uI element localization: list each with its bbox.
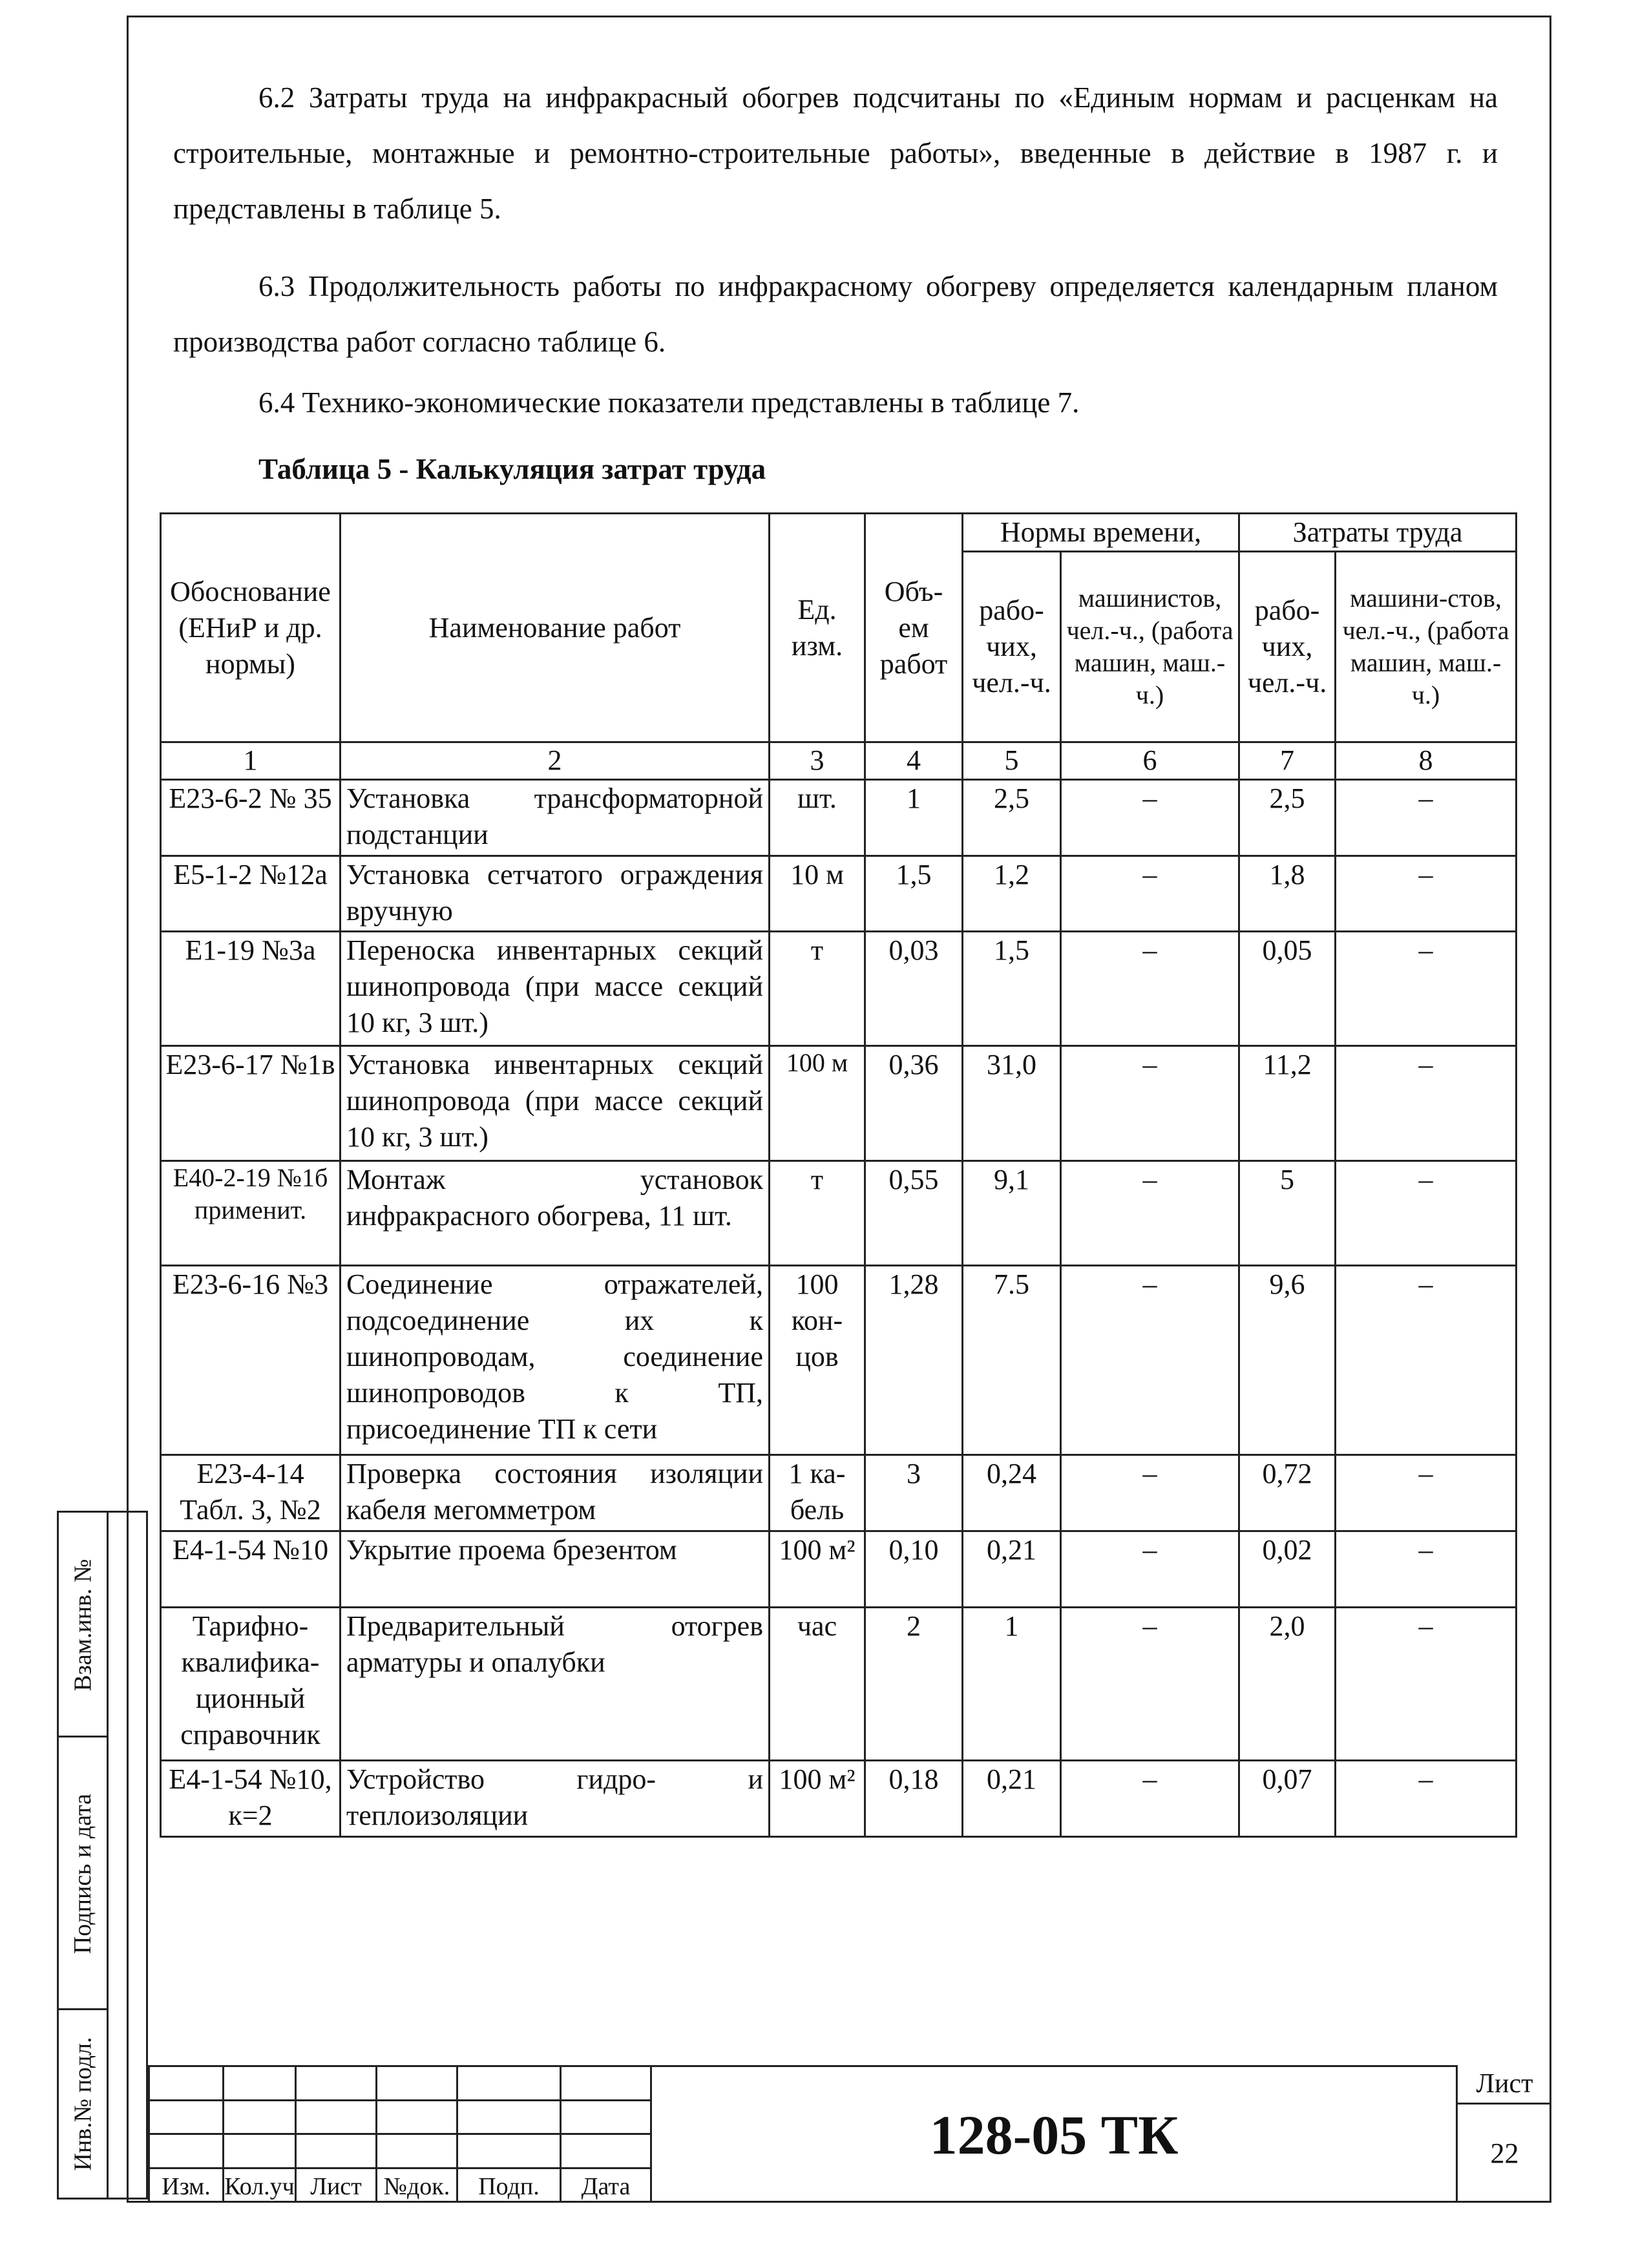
cell-cost-workers: 5 bbox=[1239, 1161, 1336, 1266]
cell-norm-machinists: – bbox=[1061, 780, 1239, 856]
cell-volume: 1,28 bbox=[865, 1266, 963, 1455]
cell-volume: 0,18 bbox=[865, 1761, 963, 1837]
table-row bbox=[161, 1455, 1517, 1531]
table-row bbox=[161, 1608, 1517, 1761]
cell-unit: час bbox=[770, 1608, 865, 1761]
cell-cost-machinists: – bbox=[1336, 1455, 1517, 1531]
cell-basis: Е23-6-16 №3 bbox=[161, 1266, 341, 1455]
cell-unit: т bbox=[770, 1161, 865, 1266]
header-time-norms: Нормы времени, bbox=[963, 514, 1239, 552]
cell-cost-machinists: – bbox=[1336, 932, 1517, 1046]
cell-cost-workers: 9,6 bbox=[1239, 1266, 1336, 1455]
tb-list: Лист bbox=[296, 2168, 377, 2202]
col-number: 3 bbox=[770, 742, 865, 780]
paragraph-6-3 bbox=[173, 258, 1498, 370]
cell-norm-workers: 2,5 bbox=[963, 780, 1061, 856]
table-row bbox=[161, 780, 1517, 856]
col-number: 2 bbox=[341, 742, 770, 780]
cell-basis: Е1-19 №3а bbox=[161, 932, 341, 1046]
cell-norm-workers: 7.5 bbox=[963, 1266, 1061, 1455]
cell-basis: Е4-1-54 №10, к=2 bbox=[161, 1761, 341, 1837]
table-row bbox=[161, 856, 1517, 932]
cell-unit: 100 м² bbox=[770, 1531, 865, 1608]
cell-norm-workers: 9,1 bbox=[963, 1161, 1061, 1266]
cell-name: Проверка состояния изоляции кабеля мегомметром bbox=[341, 1455, 770, 1531]
cell-cost-workers: 0,02 bbox=[1239, 1531, 1336, 1608]
cell-unit: 100 кон-цов bbox=[770, 1266, 865, 1455]
cell-volume: 2 bbox=[865, 1608, 963, 1761]
cell-unit: т bbox=[770, 932, 865, 1046]
tb-kol: Кол.уч bbox=[224, 2168, 296, 2202]
table-row bbox=[161, 1161, 1517, 1266]
cell-cost-machinists: – bbox=[1336, 780, 1517, 856]
cell-volume: 1,5 bbox=[865, 856, 963, 932]
cell-volume: 0,55 bbox=[865, 1161, 963, 1266]
side-label-inv: Инв.№ подл. bbox=[69, 2037, 97, 2171]
table-row bbox=[161, 1761, 1517, 1837]
cell-name: Устройство гидро- и теплоизоляции bbox=[341, 1761, 770, 1837]
side-stamp bbox=[57, 1511, 148, 2200]
cell-cost-workers: 0,05 bbox=[1239, 932, 1336, 1046]
cell-norm-machinists: – bbox=[1061, 932, 1239, 1046]
cell-norm-workers: 1,2 bbox=[963, 856, 1061, 932]
cell-cost-workers: 11,2 bbox=[1239, 1046, 1336, 1161]
cell-cost-workers: 0,07 bbox=[1239, 1761, 1336, 1837]
cell-cost-machinists: – bbox=[1336, 1761, 1517, 1837]
cell-norm-machinists: – bbox=[1061, 1608, 1239, 1761]
table-title: Таблица 5 - Калькуляция затрат труда bbox=[258, 453, 766, 485]
cell-cost-workers: 2,0 bbox=[1239, 1608, 1336, 1761]
cell-volume: 0,36 bbox=[865, 1046, 963, 1161]
col-number: 6 bbox=[1061, 742, 1239, 780]
col-number: 7 bbox=[1239, 742, 1336, 780]
cell-name: Установка инвентарных секций шинопровода (при массе секций 10 кг, 3 шт.) bbox=[341, 1046, 770, 1161]
cell-cost-machinists: – bbox=[1336, 856, 1517, 932]
labor-cost-table bbox=[160, 512, 1517, 1838]
title-block-grid bbox=[148, 2065, 652, 2203]
header-unit: Ед. изм. bbox=[770, 514, 865, 742]
sheet-number: 22 bbox=[1490, 2137, 1519, 2169]
document-code: 128-05 ТК bbox=[650, 2065, 1458, 2203]
cell-norm-workers: 1,5 bbox=[963, 932, 1061, 1046]
cell-basis: Е4-1-54 №10 bbox=[161, 1531, 341, 1608]
header-machinists-2: машини-стов, чел.-ч., (работа машин, маш.-ч.) bbox=[1336, 552, 1517, 742]
paragraph-text: 6.2 Затраты труда на инфракрасный обогрев подсчитаны по «Единым нормам и расценкам на строительные, монтажные и ремонтно-строительные работы», введенные в действие в 1987 г. и представлены в таблице 5. bbox=[173, 81, 1498, 225]
cell-norm-machinists: – bbox=[1061, 1761, 1239, 1837]
cell-norm-machinists: – bbox=[1061, 1266, 1239, 1455]
cell-norm-machinists: – bbox=[1061, 1161, 1239, 1266]
sheet-box bbox=[1458, 2065, 1551, 2203]
col-number: 8 bbox=[1336, 742, 1517, 780]
header-workers-2: рабо-чих, чел.-ч. bbox=[1239, 552, 1336, 742]
cell-unit: шт. bbox=[770, 780, 865, 856]
header-name: Наименование работ bbox=[341, 514, 770, 742]
cell-norm-machinists: – bbox=[1061, 1455, 1239, 1531]
table-row bbox=[161, 932, 1517, 1046]
cell-name: Установка сетчатого ограждения вручную bbox=[341, 856, 770, 932]
paragraph-text: 6.3 Продолжительность работы по инфракрасному обогреву определяется календарным планом производства работ согласно таблице 6. bbox=[173, 270, 1498, 358]
cell-basis: Е5-1-2 №12а bbox=[161, 856, 341, 932]
table-row bbox=[161, 1266, 1517, 1455]
cell-volume: 3 bbox=[865, 1455, 963, 1531]
table-row bbox=[161, 1531, 1517, 1608]
side-label-vzam: Взам.инв. № bbox=[69, 1559, 97, 1692]
column-numbers-row bbox=[161, 742, 1517, 780]
cell-basis: Е23-4-14 Табл. 3, №2 bbox=[161, 1455, 341, 1531]
header-volume: Объ-ем работ bbox=[865, 514, 963, 742]
paragraph-text: 6.4 Технико-экономические показатели представлены в таблице 7. bbox=[258, 386, 1080, 419]
header-workers: рабо-чих, чел.-ч. bbox=[963, 552, 1061, 742]
header-machinists: машинистов, чел.-ч., (работа машин, маш.-ч.) bbox=[1061, 552, 1239, 742]
cell-cost-workers: 1,8 bbox=[1239, 856, 1336, 932]
tb-podp: Подп. bbox=[457, 2168, 561, 2202]
sheet-label: Лист bbox=[1458, 2065, 1551, 2105]
cell-basis: Е23-6-17 №1в bbox=[161, 1046, 341, 1161]
cell-norm-machinists: – bbox=[1061, 1531, 1239, 1608]
tb-izm: Изм. bbox=[149, 2168, 224, 2202]
cell-unit: 100 м² bbox=[770, 1761, 865, 1837]
cell-volume: 0,10 bbox=[865, 1531, 963, 1608]
cell-cost-machinists: – bbox=[1336, 1531, 1517, 1608]
cell-cost-machinists: – bbox=[1336, 1266, 1517, 1455]
cell-volume: 1 bbox=[865, 780, 963, 856]
cell-name: Укрытие проема брезентом bbox=[341, 1531, 770, 1608]
cell-basis: Тарифно-квалифика-ционный справочник bbox=[161, 1608, 341, 1761]
cell-norm-workers: 0,24 bbox=[963, 1455, 1061, 1531]
cell-name: Переноска инвентарных секций шинопровода (при массе секций 10 кг, 3 шт.) bbox=[341, 932, 770, 1046]
paragraph-6-4 bbox=[173, 375, 1498, 430]
paragraph-6-2 bbox=[173, 70, 1498, 236]
cell-norm-workers: 0,21 bbox=[963, 1531, 1061, 1608]
cell-norm-machinists: – bbox=[1061, 1046, 1239, 1161]
cell-name: Монтаж установок инфракрасного обогрева, 11 шт. bbox=[341, 1161, 770, 1266]
cell-unit: 10 м bbox=[770, 856, 865, 932]
cell-unit: 100 м bbox=[770, 1046, 865, 1161]
header-basis: Обоснование (ЕНиР и др. нормы) bbox=[161, 514, 341, 742]
col-number: 5 bbox=[963, 742, 1061, 780]
cell-norm-workers: 1 bbox=[963, 1608, 1061, 1761]
cell-cost-workers: 2,5 bbox=[1239, 780, 1336, 856]
cell-name: Предварительный отогрев арматуры и опалубки bbox=[341, 1608, 770, 1761]
cell-norm-workers: 0,21 bbox=[963, 1761, 1061, 1837]
cell-cost-machinists: – bbox=[1336, 1608, 1517, 1761]
header-labor-costs: Затраты труда bbox=[1239, 514, 1517, 552]
cell-cost-workers: 0,72 bbox=[1239, 1455, 1336, 1531]
col-number: 4 bbox=[865, 742, 963, 780]
cell-unit: 1 ка-бель bbox=[770, 1455, 865, 1531]
cell-norm-machinists: – bbox=[1061, 856, 1239, 932]
table-row bbox=[161, 1046, 1517, 1161]
cell-basis: Е23-6-2 № 35 bbox=[161, 780, 341, 856]
col-number: 1 bbox=[161, 742, 341, 780]
cell-cost-machinists: – bbox=[1336, 1046, 1517, 1161]
cell-norm-workers: 31,0 bbox=[963, 1046, 1061, 1161]
cell-volume: 0,03 bbox=[865, 932, 963, 1046]
cell-basis: Е40-2-19 №1б применит. bbox=[161, 1161, 341, 1266]
side-label-podpis: Подпись и дата bbox=[69, 1793, 97, 1955]
tb-ndok: №док. bbox=[377, 2168, 457, 2202]
cell-cost-machinists: – bbox=[1336, 1161, 1517, 1266]
cell-name: Соединение отражателей, подсоединение их к шинопроводам, соединение шинопроводов к ТП, присоединение ТП к сети bbox=[341, 1266, 770, 1455]
tb-data: Дата bbox=[561, 2168, 651, 2202]
cell-name: Установка трансформаторной подстанции bbox=[341, 780, 770, 856]
